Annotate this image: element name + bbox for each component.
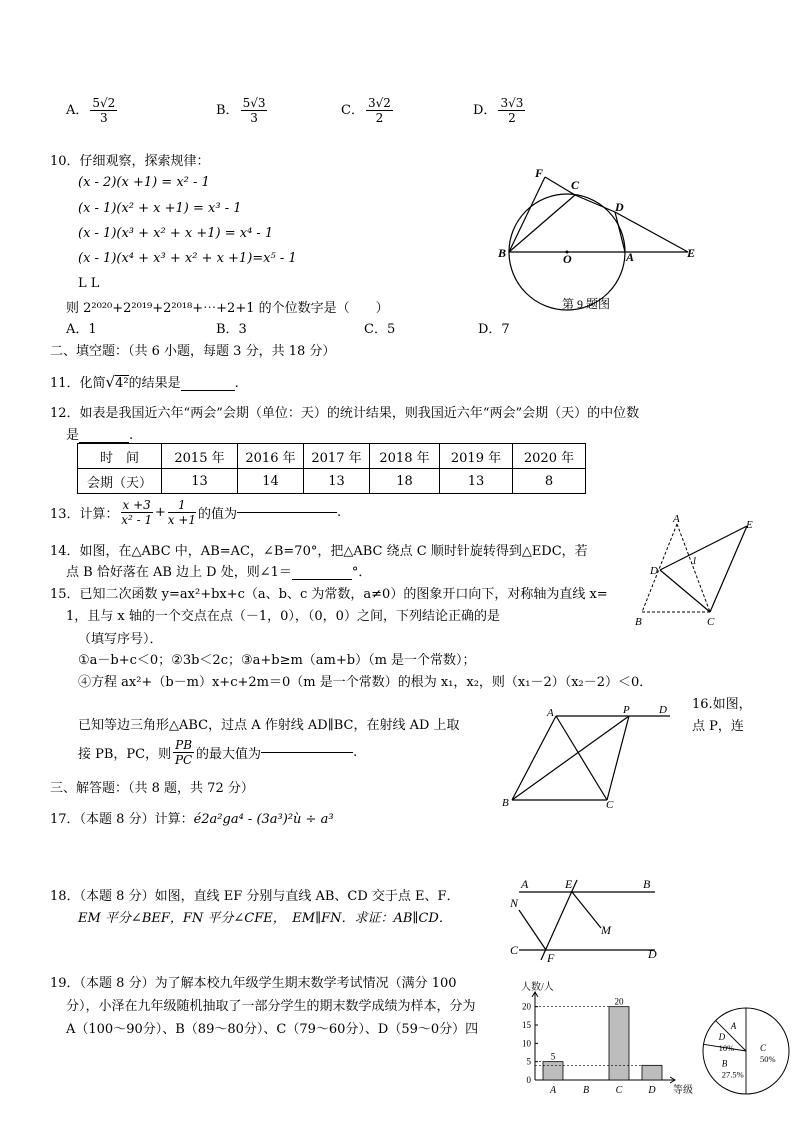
table-row [78, 444, 586, 469]
data-label-C: 20 [614, 996, 624, 1007]
fig14-label-c: C [707, 616, 715, 628]
table-cell: 会期（天） [78, 469, 162, 494]
y-tick-label: 0 [526, 1075, 531, 1085]
q10-line-2: (x - 1)(x² + x +1) = x³ - 1 [78, 201, 242, 216]
data-label-A: 5 [550, 1051, 556, 1062]
fig18-label-a: A [521, 877, 529, 891]
q19-line-2: 分），小泽在九年级随机抽取了一部分学生的期末数学成绩为样本，分为 [66, 999, 476, 1014]
pie-slice-label-B: 27.5% [721, 1069, 744, 1080]
q10-option-b: B．3 [216, 322, 247, 337]
x-tick-label: B [582, 1085, 590, 1096]
fig9-line-cd [575, 195, 615, 212]
q18-line-1: 18．（本题 8 分）如图，直线 EF 分别与直线 AB、CD 交于点 E、F． [50, 889, 460, 904]
fig18-line-fn [519, 910, 546, 950]
q11: 11．化简√4²的结果是 . [50, 373, 239, 391]
figure-18 [505, 872, 670, 964]
x-tick-label: D [648, 1085, 656, 1096]
q10-question: 则 2²⁰²⁰+2²⁰¹⁹+2²⁰¹⁸+⋯+2+1 的个位数字是（ ） [66, 301, 389, 316]
q19-line-1: 19．（本题 8 分）为了解本校九年级学生期末数学考试情况（满分 100 [50, 976, 457, 991]
q16-right-1: 16.如图， [692, 697, 752, 712]
fig16-label-b: B [502, 797, 509, 809]
pie-slice-name-D: D [718, 1032, 726, 1043]
x-tick-label: A [549, 1085, 557, 1096]
fig9-label-e: E [687, 246, 696, 260]
q10-line-4: (x - 1)(x⁴ + x³ + x² + x +1)=x⁵ - 1 [78, 251, 297, 266]
y-tick-label: 10 [522, 1038, 531, 1049]
fig16-line-ab [512, 716, 556, 800]
figure-14 [632, 512, 762, 630]
q9-option-b: B． $\frac{5√3}{3}$ [216, 96, 266, 125]
figure-16 [498, 702, 678, 812]
q16-line-2: 接 PB，PC，则 $\frac{PB}{PC}$ 的最大值为 . [78, 738, 358, 767]
pie-slice-label-C: 50% [760, 1054, 776, 1064]
q10-line-1: (x - 2)(x +1) = x² - 1 [78, 175, 210, 190]
table-cell: 8 [513, 469, 586, 494]
fig9-label-d: D [615, 200, 624, 214]
fig16-line-pc [607, 716, 629, 800]
q16-right-2: 点 P，连 [692, 719, 744, 734]
fig14-label-a: A [673, 513, 680, 525]
pie-chart [700, 1005, 794, 1097]
fig18-label-m: M [601, 923, 611, 937]
table-cell: 2015 年 [162, 444, 238, 469]
section-3-heading: 三、解答题：（共 8 题，共 72 分） [50, 781, 254, 796]
bar-D [642, 1065, 662, 1080]
table-cell: 时 间 [78, 444, 162, 469]
x-tick-label: C [615, 1085, 623, 1096]
q9-option-a: A． $\frac{5√2}{3}$ [66, 96, 116, 125]
q14-line-1: 14．如图，在△ABC 中，AB=AC，∠B=70°，把△ABC 绕点 C 顺时针旋转得到△EDC，若 [50, 544, 588, 559]
q13: 13．计算： $\frac{x +3}{\text{x² - 1}}$ + $\frac{1}{x +1}$ 的值为 . [50, 498, 342, 527]
fig18-label-n: N [510, 896, 519, 910]
fig9-label-a: A [626, 250, 635, 264]
fig9-line-da [615, 212, 625, 252]
fig16-line-pb [512, 716, 629, 800]
section-2-heading: 二、填空题：（共 6 小题，每题 3 分，共 18 分） [50, 344, 336, 359]
q10-option-a: A．1 [66, 322, 97, 337]
table-row [78, 469, 586, 494]
q9-option-d: D． $\frac{3√3}{2}$ [473, 96, 524, 125]
q15-line-3: （填写序号）． [78, 632, 163, 647]
table-cell: 18 [370, 469, 440, 494]
q16-line-1: 已知等边三角形△ABC，过点 A 作射线 AD∥BC，在射线 AD 上取 [78, 718, 460, 733]
q19-line-3: A（100～90分）、B（89～80分）、C（79～60分）、D（59～0分）四 [66, 1022, 479, 1037]
fig9-label-b: B [498, 246, 507, 260]
y-tick-label: 20 [522, 1001, 531, 1012]
q12-text-2: 是 . [66, 428, 134, 443]
fig9-line-bf [509, 177, 545, 252]
fig9-label-f: F [535, 166, 544, 180]
table-cell: 13 [440, 469, 513, 494]
q10-line-5: L L [78, 276, 100, 291]
q15-line-2: 1，且与 x 轴的一个交点在点（－1，0），（0，0）之间，下列结论正确的是 [66, 609, 500, 624]
fig16-label-p: P [623, 704, 630, 716]
y-tick-label: 5 [526, 1056, 531, 1067]
fig16-line-ac [556, 716, 607, 800]
fig14-label-e: E [746, 519, 753, 531]
fig16-label-a: A [547, 707, 554, 719]
bar-A [543, 1062, 563, 1080]
fig14-label-1: 1 [692, 556, 697, 567]
bar-chart [505, 980, 700, 1098]
fig16-label-d: D [659, 704, 667, 716]
q10-stem: 10．仔细观察，探索规律： [50, 154, 210, 169]
fig14-label-d: D [650, 565, 658, 577]
q10-option-c: C．5 [364, 322, 396, 337]
pie-slice-name-C: C [760, 1043, 767, 1053]
fig18-label-f: F [547, 951, 555, 964]
figure-9 [495, 165, 705, 320]
table-cell: 2017 年 [304, 444, 370, 469]
fig9-caption: 第 9 题图 [562, 297, 611, 311]
q15-line-1: 15．已知二次函数 y=ax²+bx+c（a、b、c 为常数，a≠0）的图象开口向下，对称轴为直线 x= [50, 587, 608, 602]
q10-option-d: D．7 [478, 322, 510, 337]
table-cell: 2018 年 [370, 444, 440, 469]
pie-slice-name-B: B [721, 1058, 728, 1069]
table-cell: 13 [304, 469, 370, 494]
fig14-line-de [660, 526, 747, 570]
pie-slice-label-D: 10% [718, 1043, 735, 1054]
x-axis-label: 等级 [673, 1085, 693, 1096]
fig18-label-d: D [648, 947, 657, 961]
q12-text-1: 12．如表是我国近六年“两会”会期（单位：天）的统计结果，则我国近六年“两会”会期（天）的中位数 [50, 406, 640, 421]
q17: 17．（本题 8 分）计算：é2a²ga⁴ - (3a³)²ù ÷ a³ [50, 812, 334, 827]
fig18-line-em [572, 892, 601, 928]
table-cell: 2016 年 [238, 444, 304, 469]
q15-line-5: ④方程 ax²+（b－m）x+c+2m＝0（m 是一个常数）的根为 x₁，x₂，则（x₁－2）（x₂－2）＜0． [78, 675, 653, 690]
y-axis-label: 人数/人 [521, 982, 554, 993]
table-cell: 14 [238, 469, 304, 494]
q14-line-2: 点 B 恰好落在 AB 边上 D 处，则∠1＝ °． [66, 565, 372, 580]
fig9-line-bc [509, 195, 575, 252]
q12-table [77, 443, 586, 494]
fig9-label-o: O [563, 252, 572, 266]
fig18-label-e: E [565, 877, 573, 891]
fig14-label-b: B [635, 616, 642, 628]
table-cell: 2019 年 [440, 444, 513, 469]
fig14-line-ec [710, 526, 747, 612]
q15-line-4: ①a－b+c＜0；②3b＜2c；③a+b≥m（am+b）（m 是一个常数）； [78, 653, 476, 668]
fig14-line-ab [642, 524, 677, 612]
table-cell: 13 [162, 469, 238, 494]
y-tick-label: 15 [522, 1020, 531, 1030]
q9-option-c: C． $\frac{3√2}{2}$ [341, 96, 391, 125]
fig9-label-c: C [571, 178, 580, 192]
table-cell: 2020 年 [513, 444, 586, 469]
fig18-label-b: B [643, 877, 651, 891]
bar-C [609, 1007, 629, 1080]
fig18-label-c: C [510, 943, 519, 957]
fig9-line-de [615, 212, 688, 252]
fig16-label-c: C [606, 799, 614, 811]
q10-line-3: (x - 1)(x³ + x² + x +1) = x⁴ - 1 [78, 226, 274, 241]
q18-line-2: EM 平分∠BEF，FN 平分∠CFE， EM∥FN．求证：AB∥CD． [78, 911, 452, 926]
pie-slice-name-A: A [730, 1020, 737, 1031]
